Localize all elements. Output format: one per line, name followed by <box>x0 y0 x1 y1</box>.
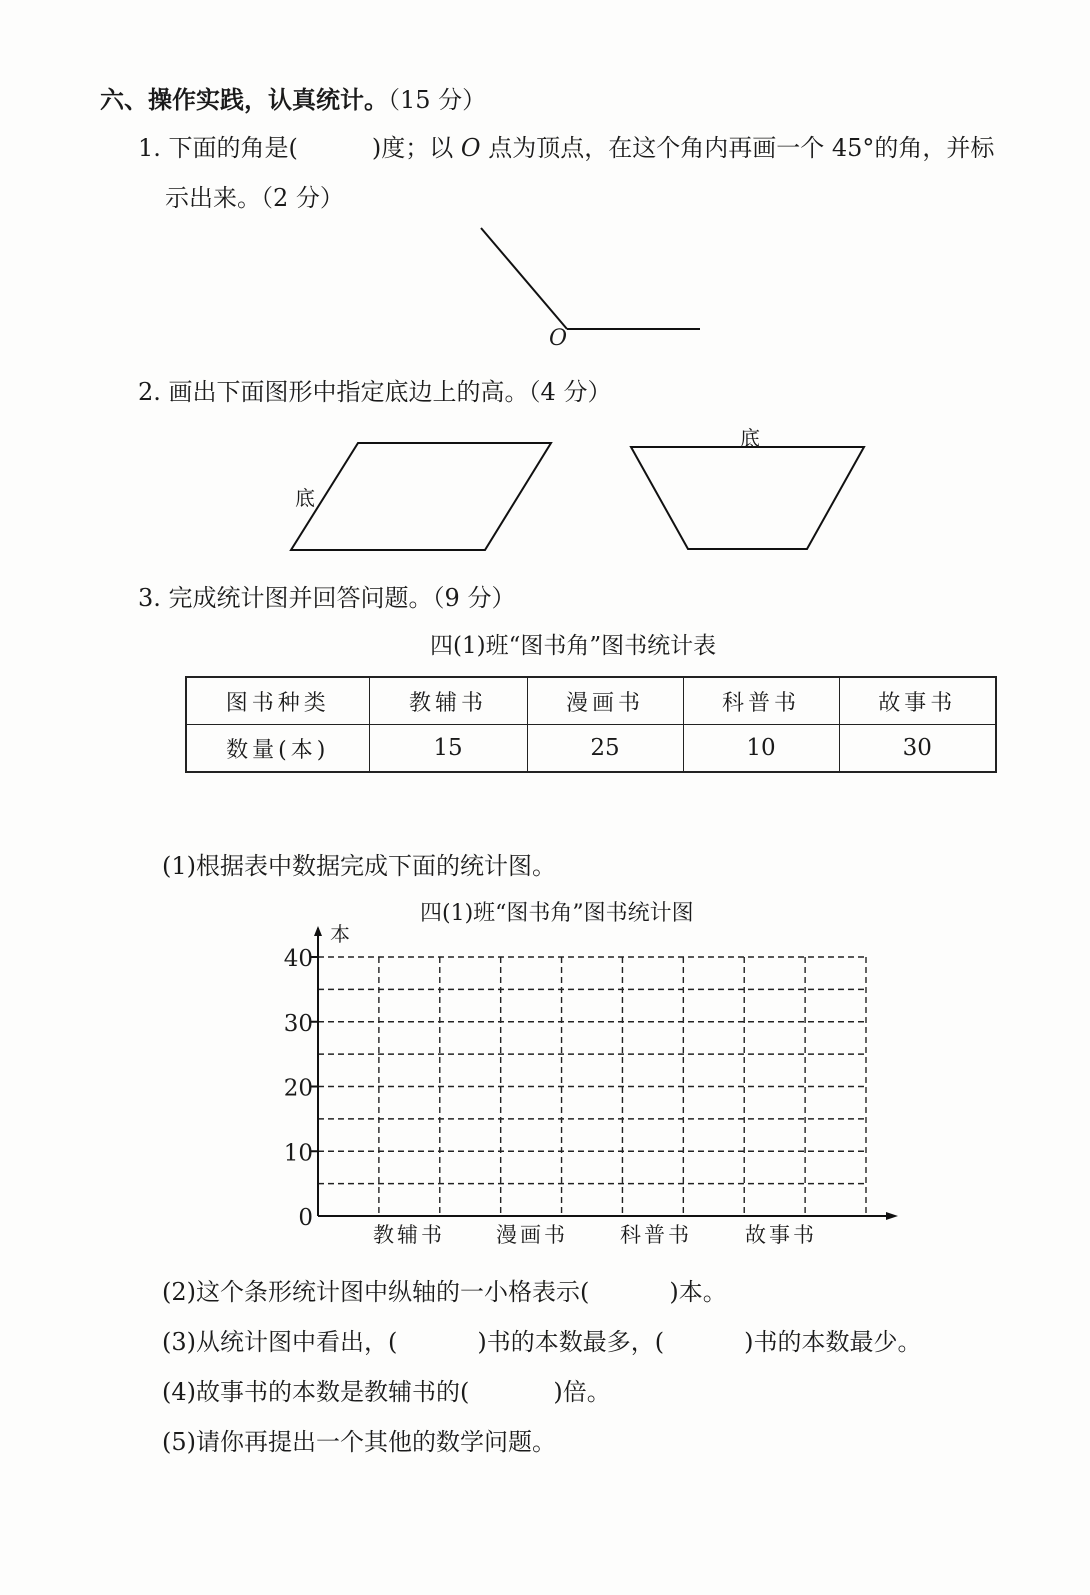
q1-number: 1. <box>138 134 161 162</box>
table-row-label: 数量(本) <box>186 725 369 773</box>
q2-line <box>138 372 611 407</box>
table-cell: 10 <box>683 725 839 773</box>
q1-text-a: 下面的角是( <box>168 134 298 162</box>
x-category-label: 科普书 <box>620 1223 692 1247</box>
table-header-row <box>186 677 996 725</box>
parallelogram-base-label: 底 <box>295 486 315 510</box>
y-tick-label: 40 <box>283 946 313 972</box>
q3-number: 3. <box>138 584 161 612</box>
sub3-text-b: )书的本数最多，( <box>477 1328 665 1356</box>
table-header-cell: 教辅书 <box>369 677 527 725</box>
sub2-text-a: (2)这个条形统计图中纵轴的一小格表示( <box>162 1278 590 1306</box>
sub3-text-c: )书的本数最少。 <box>744 1328 922 1356</box>
parallelogram-shape[interactable] <box>291 443 551 550</box>
q1-point-o: O <box>460 134 481 162</box>
table-row <box>186 725 996 773</box>
angle-figure[interactable] <box>481 228 700 329</box>
table-header-cell: 漫画书 <box>527 677 683 725</box>
angle-vertex-label: O <box>549 326 568 351</box>
table-cell: 30 <box>839 725 996 773</box>
q1-text-b: )度；以 <box>371 134 461 162</box>
book-stats-table <box>185 676 997 773</box>
x-category-label: 教辅书 <box>373 1223 445 1247</box>
y-tick-label: 10 <box>283 1140 313 1167</box>
q2-number: 2. <box>138 378 161 406</box>
chart-title: 四(1)班“图书角”图书统计图 <box>420 901 694 926</box>
trapezoid-base-label: 底 <box>740 426 760 450</box>
table-header-cell: 图书种类 <box>186 677 369 725</box>
sub4-text-a: (4)故事书的本数是教辅书的( <box>162 1378 470 1406</box>
q2-text: 画出下面图形中指定底边上的高。（4 分） <box>168 378 612 406</box>
sub-question-2 <box>162 1272 727 1307</box>
x-category-label: 漫画书 <box>496 1223 568 1247</box>
sub-question-4 <box>162 1372 611 1407</box>
y-tick-label: 0 <box>298 1205 313 1231</box>
section-score: （15 分） <box>388 86 487 114</box>
table-header-cell: 故事书 <box>839 677 996 725</box>
trapezoid-shape[interactable] <box>631 447 864 549</box>
section-title: 六、操作实践，认真统计。 <box>100 85 388 114</box>
sub4-text-b: )倍。 <box>553 1378 611 1406</box>
y-tick-label: 30 <box>283 1010 313 1037</box>
x-axis-arrow <box>886 1212 898 1220</box>
q1-line2: 示出来。（2 分） <box>165 184 344 212</box>
table-header-cell: 科普书 <box>683 677 839 725</box>
sub2-text-b: )本。 <box>669 1278 727 1306</box>
sub3-text-a: (3)从统计图中看出，( <box>162 1328 398 1356</box>
chart-y-unit: 本 <box>330 922 350 946</box>
angle-ray-upper <box>481 228 567 329</box>
bar-chart[interactable] <box>284 926 898 1247</box>
y-tick-label: 20 <box>283 1075 313 1102</box>
q3-text: 完成统计图并回答问题。（9 分） <box>168 584 516 612</box>
x-category-label: 故事书 <box>745 1223 817 1247</box>
table-cell: 15 <box>369 725 527 773</box>
sub-question-3 <box>162 1322 921 1357</box>
q3-line <box>138 578 515 613</box>
table-title: 四(1)班“图书角”图书统计表 <box>430 633 717 659</box>
sub-question-1: (1)根据表中数据完成下面的统计图。 <box>162 852 556 880</box>
q1-text-c: 点为顶点，在这个角内再画一个 45°的角，并标 <box>480 134 995 162</box>
table-cell: 25 <box>527 725 683 773</box>
sub-question-5: (5)请你再提出一个其他的数学问题。 <box>162 1428 556 1456</box>
y-axis-arrow <box>314 926 322 936</box>
